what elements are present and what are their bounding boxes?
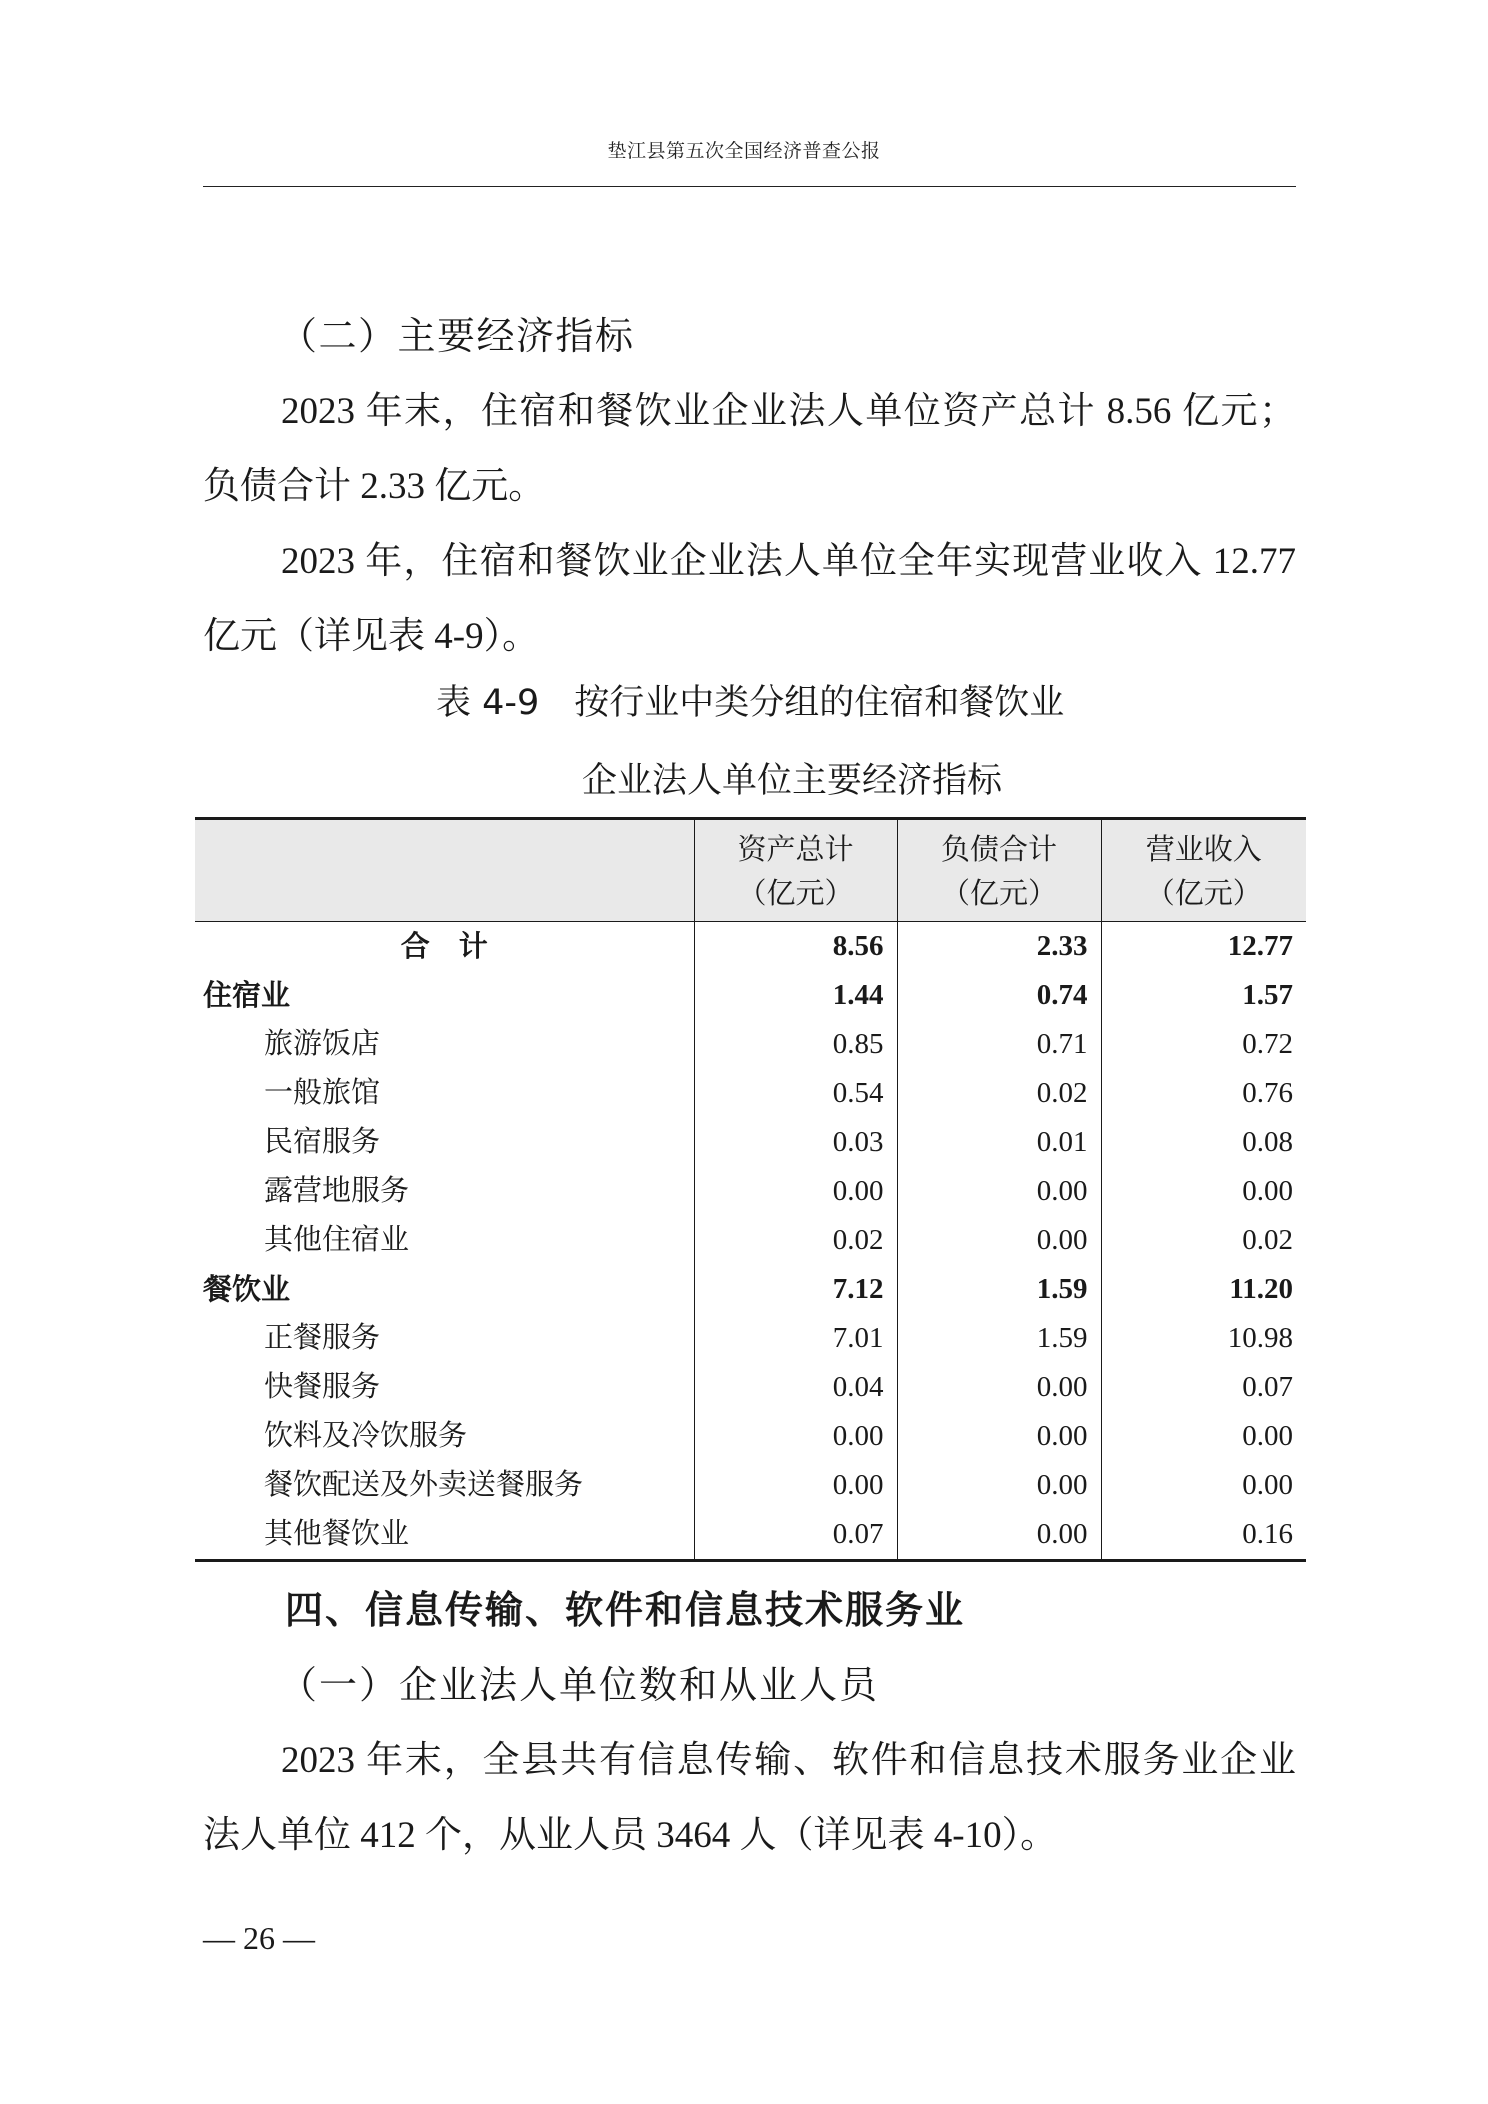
table-row bbox=[195, 1020, 1306, 1069]
cell-assets: 0.04 bbox=[694, 1363, 897, 1412]
cell-liabilities: 0.01 bbox=[897, 1118, 1101, 1167]
row-label: 快餐服务 bbox=[264, 1371, 381, 1403]
column-header-unit: （亿元） bbox=[940, 875, 1057, 910]
cell-liabilities: 0.71 bbox=[897, 1020, 1101, 1069]
cell-assets: 0.00 bbox=[694, 1412, 897, 1461]
row-label: 其他住宿业 bbox=[264, 1224, 410, 1256]
cell-assets: 0.07 bbox=[694, 1510, 897, 1561]
row-label: 餐饮业 bbox=[203, 1272, 291, 1306]
cell-assets: 0.54 bbox=[694, 1069, 897, 1118]
row-label: 民宿服务 bbox=[264, 1126, 381, 1158]
column-header-revenue bbox=[1101, 819, 1306, 922]
row-label: 住宿业 bbox=[203, 978, 291, 1012]
header-rule bbox=[203, 186, 1296, 187]
cell-liabilities: 1.59 bbox=[897, 1265, 1101, 1314]
row-label: 一般旅馆 bbox=[264, 1077, 381, 1109]
cell-revenue: 1.57 bbox=[1101, 971, 1306, 1020]
paragraph-line: 2023 年，住宿和餐饮业企业法人单位全年实现营业收入 12.77 bbox=[281, 541, 1296, 582]
cell-liabilities: 0.00 bbox=[897, 1412, 1101, 1461]
section-main-indicators bbox=[203, 299, 1296, 674]
table-row bbox=[195, 1069, 1306, 1118]
table-row bbox=[195, 1216, 1306, 1265]
row-label: 饮料及冷饮服务 bbox=[264, 1420, 468, 1452]
table-header bbox=[195, 819, 1306, 922]
column-header-label: 营业收入 bbox=[1145, 831, 1262, 866]
cell-assets: 0.02 bbox=[694, 1216, 897, 1265]
cell-liabilities: 0.74 bbox=[897, 971, 1101, 1020]
cell-liabilities: 0.00 bbox=[897, 1510, 1101, 1561]
table-row-category bbox=[195, 971, 1306, 1020]
section-heading: （一）企业法人单位数和从业人员 bbox=[279, 1663, 880, 1707]
column-header-unit: （亿元） bbox=[1145, 875, 1262, 910]
table-title-line-2: 企业法人单位主要经济指标 bbox=[582, 761, 1003, 801]
paragraph-revenue bbox=[203, 524, 1296, 674]
cell-revenue: 10.98 bbox=[1101, 1314, 1306, 1363]
table-header-stub bbox=[195, 819, 694, 922]
cell-liabilities: 0.02 bbox=[897, 1069, 1101, 1118]
table-row bbox=[195, 1314, 1306, 1363]
paragraph-line: 2023 年末，住宿和餐饮业企业法人单位资产总计 8.56 亿元； bbox=[281, 391, 1296, 432]
table-row bbox=[195, 1363, 1306, 1412]
paragraph-line: 2023 年末，全县共有信息传输、软件和信息技术服务业企业 bbox=[281, 1740, 1296, 1781]
cell-assets: 7.01 bbox=[694, 1314, 897, 1363]
column-header-unit: （亿元） bbox=[737, 875, 854, 910]
cell-revenue: 0.00 bbox=[1101, 1461, 1306, 1510]
cell-revenue: 0.07 bbox=[1101, 1363, 1306, 1412]
chapter-heading: 四、信息传输、软件和信息技术服务业 bbox=[285, 1588, 966, 1632]
table-header-row bbox=[195, 819, 1306, 922]
table-row-total bbox=[195, 922, 1306, 972]
cell-assets: 8.56 bbox=[694, 922, 897, 972]
table-row bbox=[195, 1510, 1306, 1561]
table-row bbox=[195, 1118, 1306, 1167]
row-label: 餐饮配送及外卖送餐服务 bbox=[264, 1469, 584, 1501]
paragraph-enterprise-count bbox=[203, 1723, 1296, 1873]
indicator-table bbox=[195, 817, 1306, 1562]
cell-assets: 0.00 bbox=[694, 1167, 897, 1216]
column-header-label: 资产总计 bbox=[737, 831, 854, 866]
table-row-category bbox=[195, 1265, 1306, 1314]
row-label: 合 计 bbox=[400, 929, 488, 963]
cell-revenue: 0.00 bbox=[1101, 1167, 1306, 1216]
column-header-liabilities bbox=[897, 819, 1101, 922]
row-label: 其他餐饮业 bbox=[264, 1518, 410, 1550]
table-title-line-1: 表 4-9 按行业中类分组的住宿和餐饮业 bbox=[436, 683, 1065, 723]
cell-liabilities: 1.59 bbox=[897, 1314, 1101, 1363]
cell-assets: 0.03 bbox=[694, 1118, 897, 1167]
cell-revenue: 0.76 bbox=[1101, 1069, 1306, 1118]
paragraph-line: 法人单位 412 个，从业人员 3464 人（详见表 4-10）。 bbox=[203, 1815, 1058, 1856]
section-heading: （二）主要经济指标 bbox=[279, 314, 635, 358]
cell-revenue: 0.00 bbox=[1101, 1412, 1306, 1461]
cell-liabilities: 0.00 bbox=[897, 1461, 1101, 1510]
cell-liabilities: 0.00 bbox=[897, 1363, 1101, 1412]
row-label: 露营地服务 bbox=[264, 1175, 410, 1207]
cell-liabilities: 2.33 bbox=[897, 922, 1101, 972]
cell-revenue: 12.77 bbox=[1101, 922, 1306, 972]
cell-assets: 0.85 bbox=[694, 1020, 897, 1069]
table-row bbox=[195, 1461, 1306, 1510]
paragraph-line: 亿元（详见表 4-9）。 bbox=[203, 616, 540, 657]
row-label: 正餐服务 bbox=[264, 1322, 381, 1354]
cell-liabilities: 0.00 bbox=[897, 1216, 1101, 1265]
cell-revenue: 0.08 bbox=[1101, 1118, 1306, 1167]
table-row bbox=[195, 1412, 1306, 1461]
paragraph-assets bbox=[203, 374, 1296, 524]
cell-liabilities: 0.00 bbox=[897, 1167, 1101, 1216]
paragraph-line: 负债合计 2.33 亿元。 bbox=[203, 466, 546, 507]
cell-assets: 7.12 bbox=[694, 1265, 897, 1314]
row-label: 旅游饭店 bbox=[264, 1028, 381, 1060]
cell-revenue: 0.02 bbox=[1101, 1216, 1306, 1265]
section-information-technology bbox=[203, 1573, 1296, 1873]
cell-revenue: 11.20 bbox=[1101, 1265, 1306, 1314]
table-body bbox=[195, 922, 1306, 1561]
column-header-label: 负债合计 bbox=[940, 831, 1057, 866]
table-row bbox=[195, 1167, 1306, 1216]
running-header-title: 垫江县第五次全国经济普查公报 bbox=[607, 141, 881, 162]
column-header-assets bbox=[694, 819, 897, 922]
page-number: — 26 — bbox=[203, 1920, 315, 1956]
cell-revenue: 0.16 bbox=[1101, 1510, 1306, 1561]
cell-revenue: 0.72 bbox=[1101, 1020, 1306, 1069]
cell-assets: 1.44 bbox=[694, 971, 897, 1020]
cell-assets: 0.00 bbox=[694, 1461, 897, 1510]
